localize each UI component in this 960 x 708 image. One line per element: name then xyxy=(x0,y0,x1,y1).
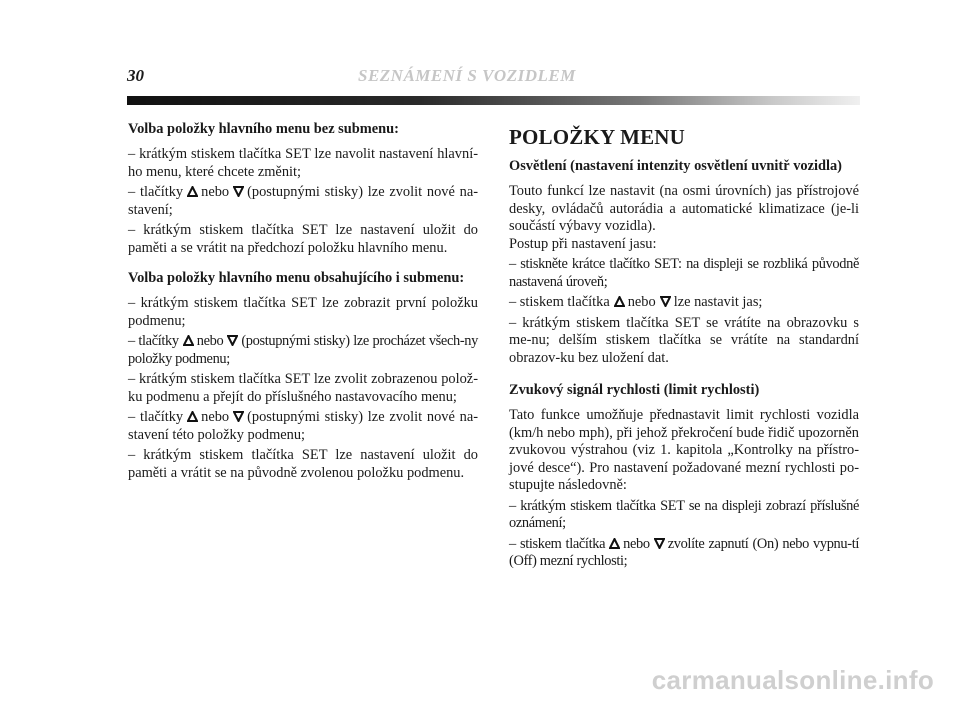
watermark: carmanualsonline.info xyxy=(651,665,934,695)
heading-lighting: Osvětlení (nastavení intenzity osvětlení uvnitř vozidla) xyxy=(509,158,842,174)
triangle-down-icon xyxy=(233,186,244,197)
paragraph: – krátkým stiskem tlačítka SET lze nastavení uložit do paměti a se vrátit na předchozí položku hlavního menu. xyxy=(128,222,478,256)
triangle-up-icon xyxy=(609,538,620,549)
section-title: POLOŽKY MENU xyxy=(509,125,686,149)
triangle-down-icon xyxy=(660,296,671,307)
paragraph: – tlačítky nebo (postupnými stisky) lze procházet všech-ny položky podmenu; xyxy=(128,333,478,367)
paragraph: Touto funkcí lze nastavit (na osmi úrovních) jas přístrojové desky, ovládačů autorádia a automatické klimatizace (je-li součástí výbavy vozidla). xyxy=(509,183,859,234)
heading-speed-limit: Zvukový signál rychlosti (limit rychlosti) xyxy=(509,382,760,398)
paragraph: – krátkým stiskem tlačítka SET se vrátíte na obrazovku s me-nu; delším stiskem tlačítka se vrátíte na standardní obrazov-ku bez uložení dat. xyxy=(509,314,859,366)
paragraph: Tato funkce umožňuje přednastavit limit rychlosti vozidla (km/h nebo mph), při jehož překročení bude řidič upozorněn zvukovou výstrahou (viz 1. kapitola „Kontrolky na přístro-jové desce“). Pro nastavení požadované mezní rychlosti po-stupujte následovně: xyxy=(509,407,859,493)
right-column xyxy=(509,120,859,571)
paragraph: – stiskem tlačítka nebo lze nastavit jas; xyxy=(509,294,763,310)
paragraph: – tlačítky nebo (postupnými stisky) lze zvolit nové na-stavení; xyxy=(128,184,479,218)
triangle-down-icon xyxy=(227,335,238,346)
paragraph: – krátkým stiskem tlačítka SET se na displeji zobrazí příslušné oznámení; xyxy=(509,497,859,531)
triangle-down-icon xyxy=(654,538,665,549)
triangle-up-icon xyxy=(183,335,194,346)
heading-main-menu-without-submenu: Volba položky hlavního menu bez submenu: xyxy=(128,121,399,137)
paragraph: – krátkým stiskem tlačítka SET lze nastavení uložit do paměti a vrátit se na původně zvolenou položku podmenu. xyxy=(128,447,478,481)
paragraph: – krátkým stiskem tlačítka SET lze navolit nastavení hlavní-ho menu, které chcete změnit; xyxy=(128,146,478,180)
triangle-down-icon xyxy=(233,411,244,422)
header-rule xyxy=(127,96,860,105)
paragraph: – stiskem tlačítka nebo zvolíte zapnutí (On) nebo vypnu-tí (Off) mezní rychlosti; xyxy=(509,535,859,569)
page-number: 30 xyxy=(127,66,144,85)
running-title: SEZNÁMENÍ S VOZIDLEM xyxy=(358,66,576,85)
triangle-up-icon xyxy=(187,411,198,422)
paragraph: – krátkým stiskem tlačítka SET lze zobrazit první položku podmenu; xyxy=(128,295,478,329)
paragraph: – tlačítky nebo (postupnými stisky) lze zvolit nové na-stavení této položky podmenu; xyxy=(128,409,479,443)
paragraph: Postup při nastavení jasu: xyxy=(509,235,657,252)
paragraph: – krátkým stiskem tlačítka SET lze zvolit zobrazenou polož-ku podmenu a přejít do příslušného nastavovacího menu; xyxy=(128,371,478,405)
triangle-up-icon xyxy=(187,186,198,197)
heading-main-menu-with-submenu: Volba položky hlavního menu obsahujícího i submenu: xyxy=(128,270,465,286)
triangle-up-icon xyxy=(614,296,625,307)
left-column xyxy=(128,120,478,482)
paragraph: – stiskněte krátce tlačítko SET: na displeji se rozbliká původně nastavená úroveň; xyxy=(509,256,859,290)
